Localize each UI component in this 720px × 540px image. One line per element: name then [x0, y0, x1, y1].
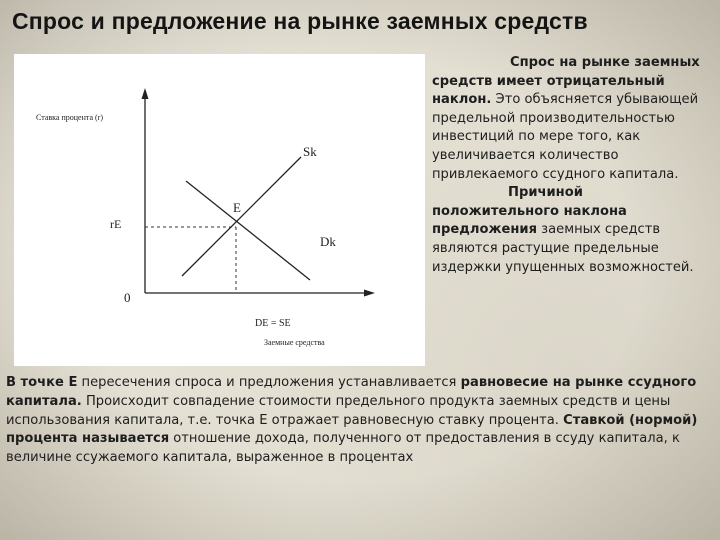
- right-explanation: [432, 54, 708, 277]
- equilibrium-paragraph: [6, 374, 706, 468]
- equilibrium-term: равновесие на рынке ссудного капитала.: [6, 375, 697, 409]
- equilibrium-text: Происходит совпадение стоимости предельного продукта заемных средств и цены использования капитала, т.е. точка Е отражает равновесную ставку процента.: [6, 393, 671, 428]
- diagram-svg: [14, 54, 425, 366]
- interest-rate-term: Ставкой (нормой) процента называется: [6, 412, 698, 447]
- demand-slope-paragraph: [432, 54, 708, 184]
- point-e-heading: В точке Е: [6, 375, 78, 390]
- x-axis-label: Заемные средства: [264, 338, 325, 347]
- supply-demand-diagram: [14, 54, 425, 366]
- supply-label: Sk: [303, 144, 317, 159]
- quantity-label: DE = SE: [255, 318, 291, 329]
- demand-slope-text: Это объясняется убывающей предельной производительностью инвестиций по мере того, как увеличивается количество привлекаемого ссудного капитала.: [432, 92, 699, 182]
- y-axis-label: Ставка процента (r): [36, 113, 103, 122]
- interest-rate-definition: отношение дохода, полученного от предоставления в ссуду капитала, к величине ссужаемого капитала, выраженное в процентах: [6, 431, 680, 466]
- x-axis-arrow: [364, 290, 375, 297]
- y-axis-arrow: [142, 88, 149, 99]
- equilibrium-label: E: [233, 200, 241, 215]
- point-e-text: пересечения спроса и предложения устанавливается: [77, 375, 461, 390]
- supply-slope-heading: Причиной положительного наклона предложения: [432, 185, 627, 238]
- origin-label: 0: [124, 290, 131, 305]
- slide-title: Спрос и предложение на рынке заемных средств: [12, 8, 588, 34]
- demand-slope-heading: Спрос на рынке заемных средств имеет отрицательный наклон.: [432, 55, 700, 108]
- demand-curve: [186, 181, 310, 280]
- supply-slope-paragraph: [432, 184, 708, 277]
- rate-label: rE: [110, 217, 122, 231]
- demand-label: Dk: [320, 234, 336, 249]
- supply-slope-text: заемных средств являются растущие предельные издержки упущенных возможностей.: [432, 222, 694, 275]
